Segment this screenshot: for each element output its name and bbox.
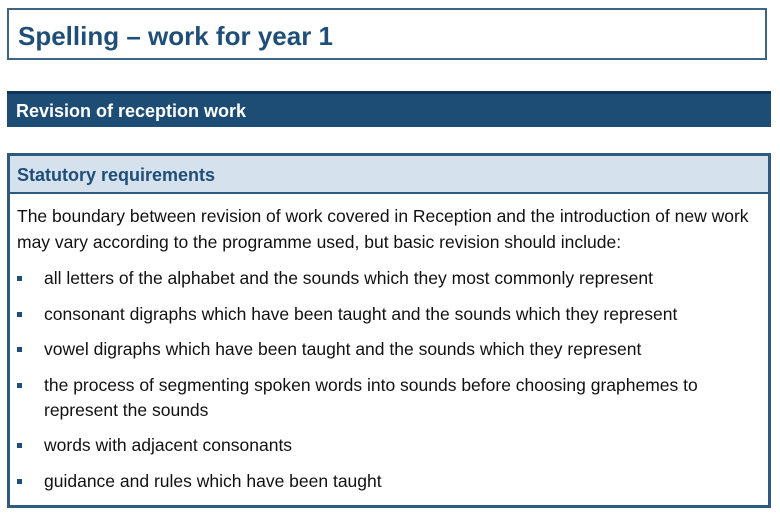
list-item-text: the process of segmenting spoken words into sounds before choosing graphemes to represent the sounds xyxy=(44,374,698,420)
requirements-heading: Statutory requirements xyxy=(17,165,216,185)
list-item-text: words with adjacent consonants xyxy=(44,435,293,455)
page-title: Spelling – work for year 1 xyxy=(18,21,333,51)
bullet-icon xyxy=(17,347,22,352)
section-heading: Revision of reception work xyxy=(16,101,247,121)
list-item xyxy=(17,433,762,458)
list-item xyxy=(17,373,762,423)
bullet-icon xyxy=(17,479,22,484)
list-item-text: vowel digraphs which have been taught and the sounds which they represent xyxy=(44,339,642,359)
statutory-requirements-box xyxy=(7,153,771,508)
bullet-icon xyxy=(17,312,22,317)
list-item-text: consonant digraphs which have been taught and the sounds which they represent xyxy=(44,303,678,324)
requirements-list xyxy=(17,266,762,504)
list-item xyxy=(17,337,762,362)
list-item-text: guidance and rules which have been taught xyxy=(44,470,382,491)
bullet-icon xyxy=(17,383,22,388)
bullet-icon xyxy=(17,443,22,448)
title-box xyxy=(7,8,767,60)
requirements-intro: The boundary between revision of work covered in Reception and the introduction of new work may vary according to the programme used, but basic revision should include: xyxy=(17,206,749,252)
list-item-text: all letters of the alphabet and the sounds which they most commonly represent xyxy=(44,268,653,288)
section-heading-bar xyxy=(7,91,771,127)
bullet-icon xyxy=(17,276,22,281)
list-item xyxy=(17,469,762,494)
list-item xyxy=(17,302,762,327)
list-item xyxy=(17,266,762,291)
requirements-header xyxy=(10,156,768,194)
